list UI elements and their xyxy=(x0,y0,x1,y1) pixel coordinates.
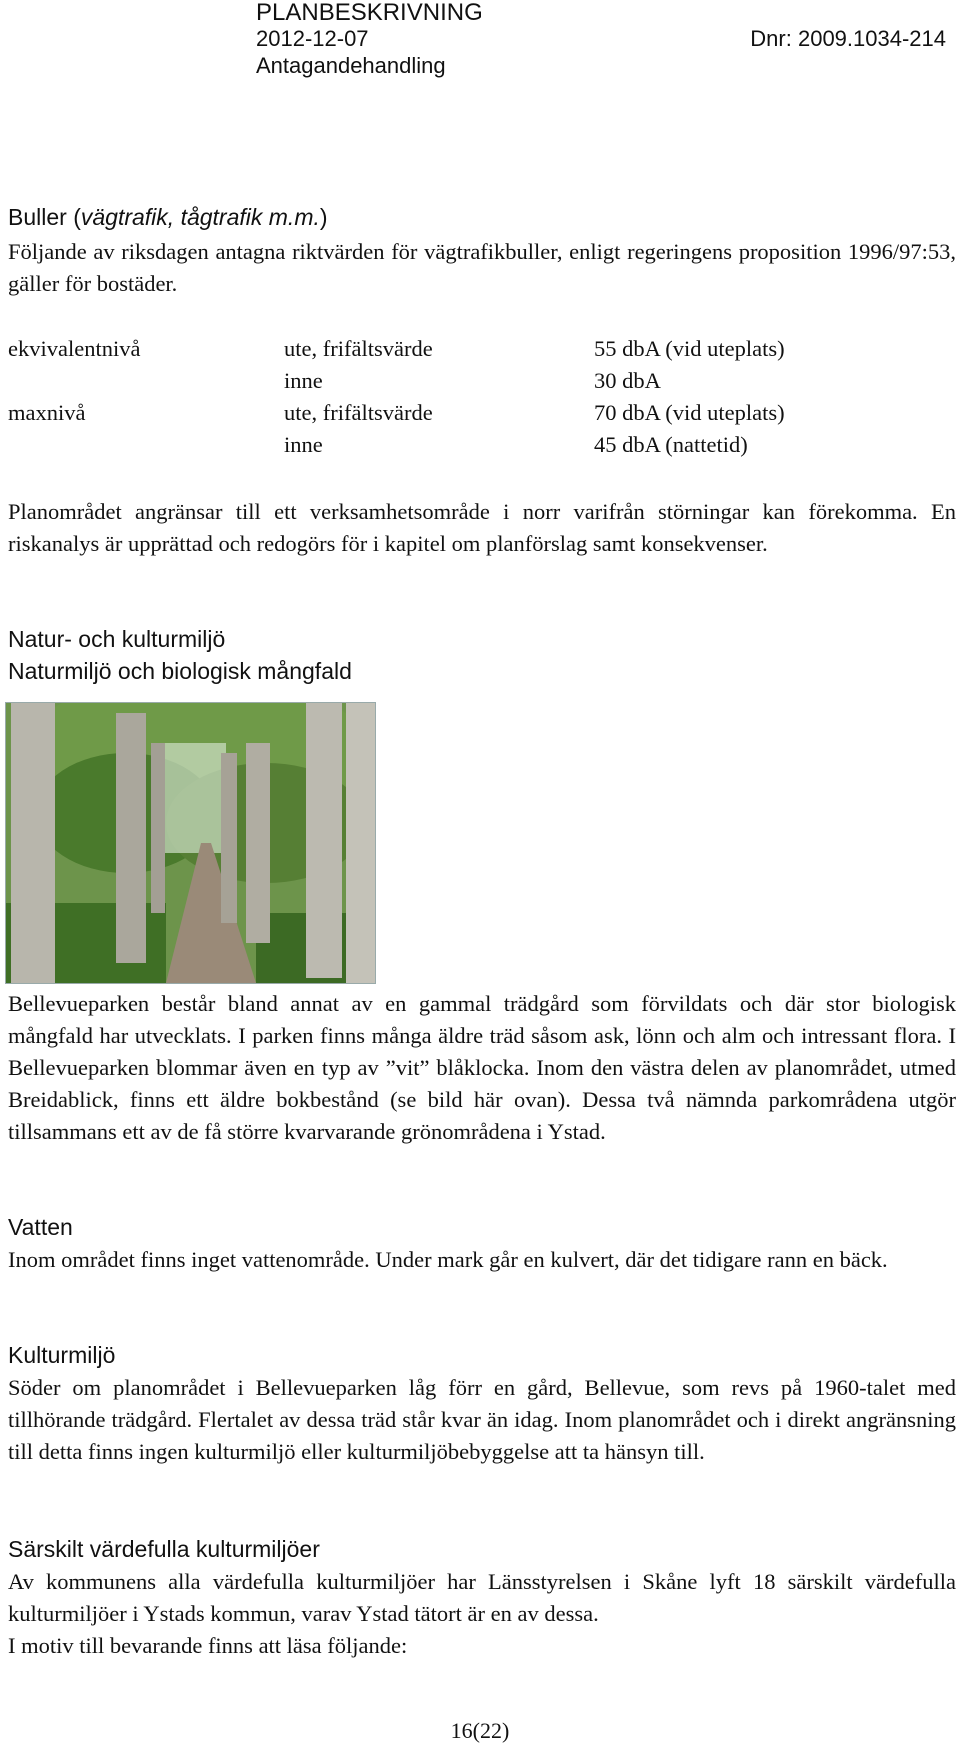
table-row: ekvivalentnivå ute, frifältsvärde 55 dbA (vid uteplats) xyxy=(8,336,785,361)
document-date: 2012-12-07 xyxy=(256,26,369,51)
kultur-heading: Kulturmiljö xyxy=(8,1342,116,1368)
natur-heading: Natur- och kulturmiljö xyxy=(8,626,226,652)
page-number: 16(22) xyxy=(450,1718,510,1743)
table-row: inne 30 dbA xyxy=(284,368,661,393)
tree-avenue-photo xyxy=(5,702,376,984)
buller-heading: Buller (vägtrafik, tågtrafik m.m.) xyxy=(8,204,328,230)
document-dnr: Dnr: 2009.1034-214 xyxy=(750,26,946,51)
sarskilt-text-2: I motiv till bevarande finns att läsa följande: xyxy=(8,1633,408,1658)
sarskilt-heading: Särskilt värdefulla kulturmiljöer xyxy=(8,1536,320,1562)
document-title: PLANBESKRIVNING xyxy=(256,0,483,26)
document-status: Antagandehandling xyxy=(256,53,446,78)
natur-text: Bellevueparken består bland annat av en gammal trädgård som förvildats och där stor biologisk mångfald har utvecklats. I parken finns många äldre träd såsom ask, lönn och alm och intressant flora. I Bellevueparken blommar även en typ av ”vit” blåklocka. Inom den västra delen av planområdet, utmed Breidablick, finns ett äldre bokbestånd (se bild här ovan). Dessa två nämnda parkområdena utgör tillsammans ett av de få större kvarvarande grönområdena i Ystad. xyxy=(8,991,956,1144)
natur-subheading: Naturmiljö och biologisk mångfald xyxy=(8,658,352,684)
kultur-text: Söder om planområdet i Bellevueparken låg förr en gård, Bellevue, som revs på 1960-talet med tillhörande trädgård. Flertalet av dessa träd står kvar än idag. Inom planområdet och i direkt angränsning till detta finns ingen kulturmiljö eller kulturmiljöbebyggelse att ta hänsyn till. xyxy=(8,1375,956,1464)
table-row: maxnivå ute, frifältsvärde 70 dbA (vid uteplats) xyxy=(8,400,785,425)
vatten-text: Inom området finns inget vattenområde. Under mark går en kulvert, där det tidigare rann en bäck. xyxy=(8,1247,888,1272)
table-row: inne 45 dbA (nattetid) xyxy=(284,432,748,457)
noise-limits-table xyxy=(8,336,785,464)
buller-note: Planområdet angränsar till ett verksamhetsområde i norr varifrån störningar kan förekomma. En riskanalys är upprättad och redogörs för i kapitel om planförslag samt konsekvenser. xyxy=(8,499,956,556)
buller-intro: Följande av riksdagen antagna riktvärden för vägtrafikbuller, enligt regeringens proposition 1996/97:53, gäller för bostäder. xyxy=(8,239,956,296)
vatten-heading: Vatten xyxy=(8,1214,73,1240)
sarskilt-text: Av kommunens alla värdefulla kulturmiljöer har Länsstyrelsen i Skåne lyft 18 särskilt värdefulla kulturmiljöer i Ystads kommun, varav Ystad tätort är en av dessa. xyxy=(8,1569,956,1626)
